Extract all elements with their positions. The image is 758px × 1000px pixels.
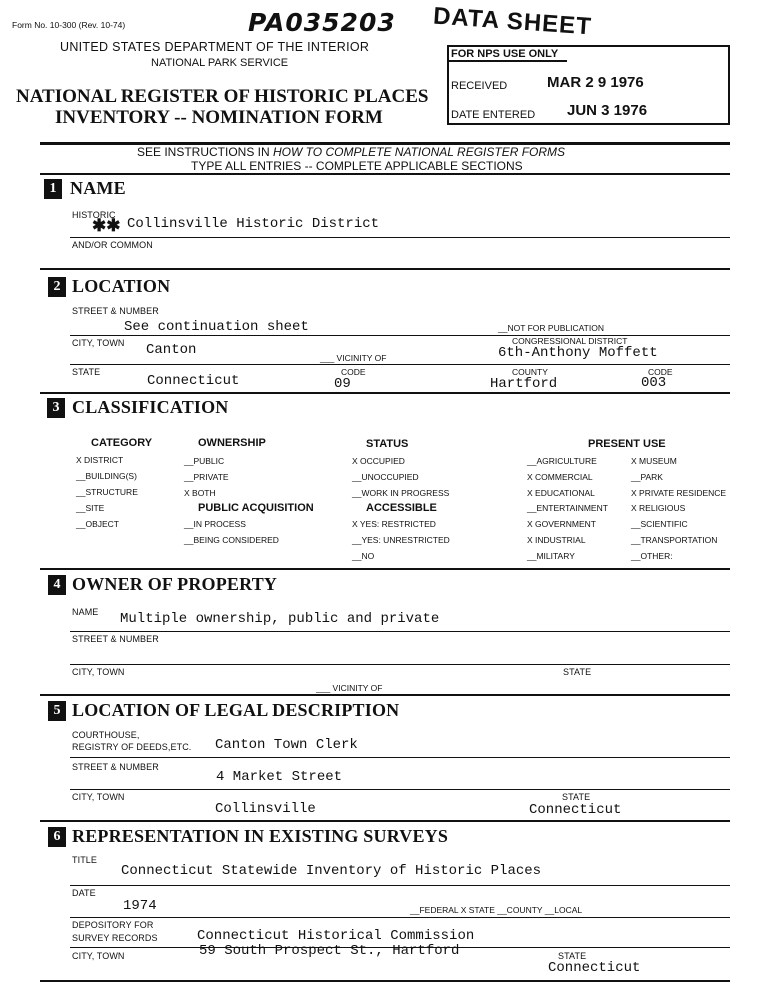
county-code-value: 003 [641, 375, 667, 391]
state-value: Connecticut [147, 373, 240, 389]
use-park: __PARK [631, 472, 663, 482]
survey-levels: __FEDERAL X STATE __COUNTY __LOCAL [410, 905, 583, 915]
category-building: __BUILDING(S) [76, 471, 137, 481]
status-heading: STATUS [366, 438, 409, 450]
legal-street-value: 4 Market Street [216, 769, 343, 785]
owner-state-label: STATE [563, 667, 592, 677]
survey-title-label: TITLE [72, 855, 98, 865]
owner-vicinity-of: ___ VICINITY OF [316, 683, 383, 693]
street-value: See continuation sheet [124, 319, 309, 335]
section-1-number: 1 [44, 179, 62, 199]
section-4-number: 4 [48, 575, 66, 595]
status-unoccupied: __UNOCCUPIED [352, 472, 419, 482]
asterisk-mark: ✱✱ [92, 216, 121, 235]
use-museum: X MUSEUM [631, 456, 677, 466]
section-2-number: 2 [48, 277, 66, 297]
use-transportation: __TRANSPORTATION [631, 535, 718, 545]
use-private-residence: X PRIVATE RESIDENCE [631, 488, 727, 498]
use-religious: X RELIGIOUS [631, 503, 686, 513]
form-title-line1: NATIONAL REGISTER OF HISTORIC PLACES [16, 86, 429, 107]
use-scientific: __SCIENTIFIC [631, 519, 688, 529]
use-military: __MILITARY [527, 551, 575, 561]
city-value: Canton [146, 342, 197, 358]
not-for-publication: __NOT FOR PUBLICATION [498, 323, 604, 333]
data-sheet-stamp: DATA SHEET [432, 2, 593, 41]
vicinity-of: ___ VICINITY OF [320, 353, 387, 363]
received-date: MAR 2 9 1976 [547, 74, 644, 91]
survey-title-value: Connecticut Statewide Inventory of Historic Places [121, 863, 542, 879]
courthouse-value: Canton Town Clerk [215, 737, 358, 753]
accessible-heading: ACCESSIBLE [366, 502, 437, 514]
section-4-title: OWNER OF PROPERTY [72, 574, 278, 594]
date-entered-label: DATE ENTERED [451, 109, 536, 121]
status-occupied: X OCCUPIED [352, 456, 405, 466]
common-name-label: AND/OR COMMON [72, 240, 153, 250]
ownership-public: __PUBLIC [184, 456, 225, 466]
section-6-number: 6 [48, 827, 66, 847]
status-work-in-progress: __WORK IN PROGRESS [352, 488, 450, 498]
use-industrial: X INDUSTRIAL [527, 535, 586, 545]
nps-use-box [447, 45, 730, 125]
use-entertainment: __ENTERTAINMENT [527, 503, 608, 513]
depository-value: Connecticut Historical Commission [197, 928, 475, 944]
survey-city-label: CITY, TOWN [72, 951, 125, 961]
legal-street-label: STREET & NUMBER [72, 762, 159, 772]
instructions-line2: TYPE ALL ENTRIES -- COMPLETE APPLICABLE SECTIONS [191, 159, 523, 173]
congressional-district-value: 6th-Anthony Moffett [498, 345, 658, 361]
public-acquisition-heading: PUBLIC ACQUISITION [198, 502, 314, 514]
legal-city-label: CITY, TOWN [72, 792, 125, 802]
legal-state-value: Connecticut [529, 802, 622, 818]
use-educational: X EDUCATIONAL [527, 488, 595, 498]
department-name: UNITED STATES DEPARTMENT OF THE INTERIOR [60, 40, 370, 54]
category-structure: __STRUCTURE [76, 487, 138, 497]
depository-label-line2: SURVEY RECORDS [72, 933, 158, 943]
nps-use-label: FOR NPS USE ONLY [451, 48, 559, 60]
use-other: __OTHER: [631, 551, 673, 561]
courthouse-label-line2: REGISTRY OF DEEDS,ETC. [72, 742, 192, 752]
county-code-label: CODE [648, 367, 673, 377]
city-town-label: CITY, TOWN [72, 338, 125, 348]
courthouse-label-line1: COURTHOUSE, [72, 730, 140, 740]
legal-state-label: STATE [562, 792, 591, 802]
use-government: X GOVERNMENT [527, 519, 596, 529]
depository-label-line1: DEPOSITORY FOR [72, 920, 154, 930]
form-number: Form No. 10-300 (Rev. 10-74) [12, 20, 126, 30]
legal-city-value: Collinsville [215, 801, 316, 817]
acquisition-being-considered: __BEING CONSIDERED [184, 535, 279, 545]
survey-city-value: 59 South Prospect St., Hartford [199, 943, 460, 959]
accessible-unrestricted: __YES: UNRESTRICTED [352, 535, 450, 545]
state-label: STATE [72, 367, 101, 377]
present-use-heading: PRESENT USE [588, 438, 666, 450]
historic-name: Collinsville Historic District [127, 216, 380, 232]
county-value: Hartford [490, 376, 558, 392]
accessible-restricted: X YES: RESTRICTED [352, 519, 436, 529]
category-district: X DISTRICT [76, 455, 124, 465]
service-name: NATIONAL PARK SERVICE [151, 57, 289, 69]
acquisition-in-process: __IN PROCESS [184, 519, 246, 529]
ownership-heading: OWNERSHIP [198, 437, 266, 449]
section-2-title: LOCATION [72, 276, 171, 296]
survey-state-value: Connecticut [548, 960, 641, 976]
owner-street-label: STREET & NUMBER [72, 634, 159, 644]
owner-name-value: Multiple ownership, public and private [120, 611, 440, 627]
survey-state-label: STATE [558, 951, 587, 961]
section-5-number: 5 [48, 701, 66, 721]
owner-name-label: NAME [72, 607, 99, 617]
category-site: __SITE [76, 503, 105, 513]
state-code-value: 09 [334, 376, 351, 392]
owner-city-label: CITY, TOWN [72, 667, 125, 677]
section-3-number: 3 [47, 398, 65, 418]
section-6-title: REPRESENTATION IN EXISTING SURVEYS [72, 826, 449, 846]
section-1-title: NAME [70, 178, 126, 198]
accessible-no: __NO [352, 551, 375, 561]
section-5-title: LOCATION OF LEGAL DESCRIPTION [72, 700, 400, 720]
section-3-title: CLASSIFICATION [72, 397, 229, 417]
use-commercial: X COMMERCIAL [527, 472, 593, 482]
received-label: RECEIVED [451, 80, 508, 92]
ownership-private: __PRIVATE [184, 472, 229, 482]
handwritten-reference: PA035203 [248, 8, 396, 37]
county-label: COUNTY [512, 367, 548, 377]
instructions-line1: SEE INSTRUCTIONS IN HOW TO COMPLETE NATIONAL REGISTER FORMS [137, 145, 566, 159]
street-number-label: STREET & NUMBER [72, 306, 159, 316]
category-heading: CATEGORY [91, 437, 153, 449]
form-title-line2: INVENTORY -- NOMINATION FORM [55, 107, 383, 128]
state-code-label: CODE [341, 367, 366, 377]
date-entered-value: JUN 3 1976 [567, 102, 648, 119]
use-agriculture: __AGRICULTURE [527, 456, 597, 466]
survey-date-value: 1974 [123, 898, 157, 914]
ownership-both: X BOTH [184, 488, 216, 498]
congressional-district-label: CONGRESSIONAL DISTRICT [512, 336, 628, 346]
category-object: __OBJECT [76, 519, 119, 529]
survey-date-label: DATE [72, 888, 96, 898]
historic-label: HISTORIC [72, 210, 116, 220]
